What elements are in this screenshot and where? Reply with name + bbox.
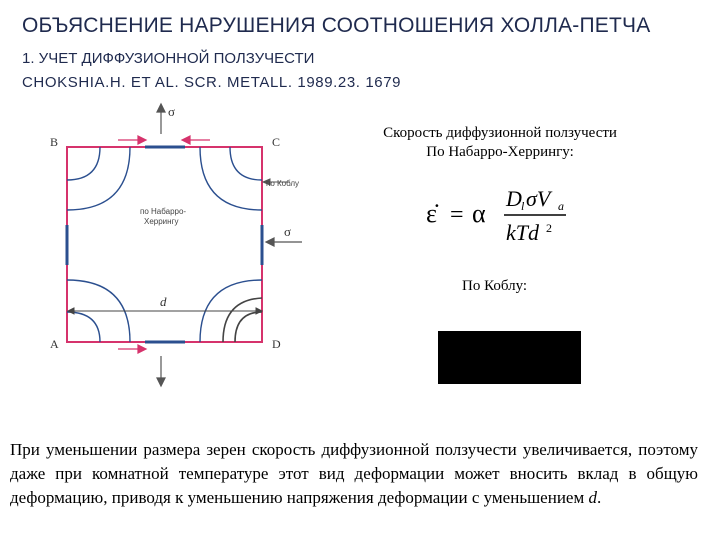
formula-numerator-sigma: σV (526, 186, 551, 211)
grain-boundary (67, 147, 262, 342)
formula-eq: = (450, 202, 464, 228)
nabarro-herring-heading (340, 124, 660, 162)
sigma-arrow-bottom (157, 356, 165, 386)
formula-lhs: ε̇ (426, 199, 437, 228)
corner-label-c: C (272, 135, 281, 149)
sigma-label-right: σ (284, 224, 292, 239)
corner-label-a: A (50, 337, 59, 351)
explanation-paragraph (10, 438, 698, 510)
nh-line-1: Скорость диффузионной ползучести (383, 125, 617, 141)
coble-heading: По Коблу: (462, 278, 528, 294)
paragraph-dot: . (596, 488, 602, 507)
nabarro-label-line2: Херрингу (144, 217, 179, 226)
page-title: ОБЪЯСНЕНИЕ НАРУШЕНИЯ СООТНОШЕНИЯ ХОЛЛА-ПЕТЧА (22, 14, 651, 37)
formula-numerator-sub: l (521, 199, 525, 213)
reference-citation: CHOKSHIA.H. ET AL. SCR. METALL. 1989.23. 1679 (22, 74, 402, 91)
formula-numerator-sub2: a (558, 199, 564, 213)
paragraph-text: При уменьшении размера зерен скорость диффузионной ползучести увеличивается, поэтому даже при комнатной температуре этот вид деформации может вносить вклад в общую деформацию, приводя к уменьшению напряжения деформации с уменьшением (10, 440, 698, 507)
sigma-label-top: σ (168, 104, 176, 119)
sigma-arrow-top (157, 104, 165, 134)
boundary-segments (67, 147, 262, 342)
formula-numerator-d: D (506, 186, 522, 211)
corner-label-d: D (272, 337, 281, 351)
nabarro-flux-lines (67, 147, 262, 342)
creep-rate-formula (420, 178, 570, 248)
sigma-arrow-right (266, 238, 302, 246)
coble-formula-placeholder (438, 331, 581, 384)
formula-denominator: kTd (506, 220, 539, 245)
section-subtitle: 1. УЧЕТ ДИФФУЗИОННОЙ ПОЛЗУЧЕСТИ (22, 50, 315, 67)
coble-diagram-label: по Коблу (266, 179, 300, 188)
boundary-arrows (118, 136, 210, 353)
grain-diagram (40, 100, 340, 400)
nh-line-2: По Набарро-Херрингу: (426, 144, 574, 160)
paragraph-d: d (588, 488, 597, 507)
formula-alpha: α (472, 199, 486, 228)
grain-size-label: d (160, 294, 167, 309)
formula-power: 2 (546, 221, 552, 235)
nabarro-label-line1: по Набарро- (140, 207, 187, 216)
coble-flux-lines (223, 298, 262, 342)
corner-label-b: B (50, 135, 59, 149)
